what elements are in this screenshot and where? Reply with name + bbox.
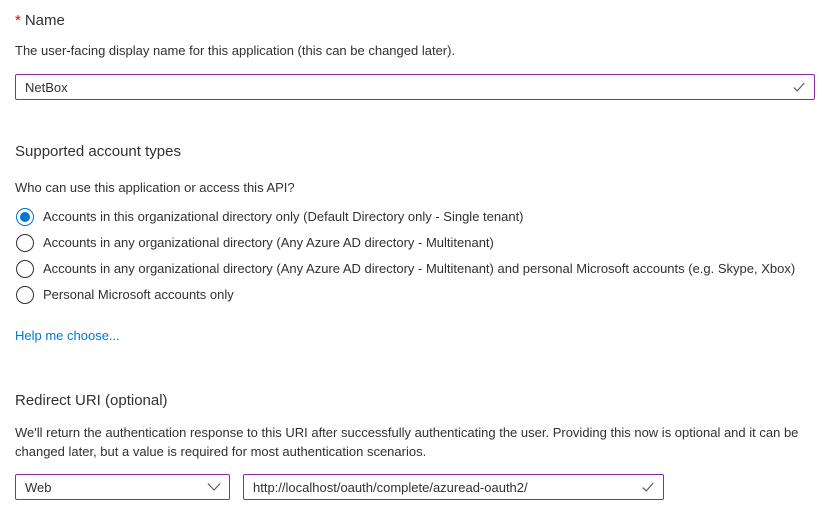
radio-button-icon[interactable]	[16, 208, 34, 226]
radio-option-label: Accounts in this organizational directory only (Default Directory only - Single tenant)	[43, 209, 524, 224]
radio-option-single-tenant[interactable]	[15, 204, 815, 230]
radio-button-icon[interactable]	[16, 286, 34, 304]
name-section-title	[15, 10, 815, 31]
platform-select-value: Web	[25, 479, 52, 495]
help-me-choose-link[interactable]: Help me choose...	[15, 328, 120, 343]
name-input-wrap	[15, 74, 815, 100]
radio-option-label: Accounts in any organizational directory (Any Azure AD directory - Multitenant)	[43, 235, 494, 250]
name-label: Name	[24, 12, 65, 29]
radio-option-multitenant-personal[interactable]	[15, 256, 815, 282]
radio-option-label: Accounts in any organizational directory (Any Azure AD directory - Multitenant) and personal Microsoft accounts (e.g. Skype, Xbox)	[43, 261, 796, 276]
chevron-down-icon	[207, 482, 221, 492]
checkmark-icon	[792, 80, 806, 94]
redirect-uri-title: Redirect URI (optional)	[15, 392, 168, 409]
radio-button-icon[interactable]	[16, 260, 34, 278]
required-marker: *	[15, 12, 21, 29]
platform-select[interactable]	[15, 474, 230, 500]
name-input[interactable]	[15, 74, 815, 100]
account-types-title: Supported account types	[15, 143, 181, 160]
account-types-question: Who can use this application or access this API?	[15, 180, 295, 195]
radio-option-personal-only[interactable]	[15, 282, 815, 308]
redirect-uri-input[interactable]	[243, 474, 664, 500]
app-registration-form	[15, 10, 815, 500]
redirect-uri-row	[15, 474, 815, 500]
platform-select-wrap	[15, 474, 230, 500]
name-description: The user-facing display name for this application (this can be changed later).	[15, 43, 456, 58]
radio-option-label: Personal Microsoft accounts only	[43, 287, 234, 302]
redirect-uri-input-wrap	[243, 474, 664, 500]
radio-button-icon[interactable]	[16, 234, 34, 252]
radio-option-multitenant[interactable]	[15, 230, 815, 256]
checkmark-icon	[641, 480, 655, 494]
redirect-uri-description: We'll return the authentication response to this URI after successfully authenticating the user. Providing this now is optional and it can be changed later, but a value is required for most authentication scenarios.	[15, 425, 799, 459]
account-types-radio-group	[15, 204, 815, 308]
